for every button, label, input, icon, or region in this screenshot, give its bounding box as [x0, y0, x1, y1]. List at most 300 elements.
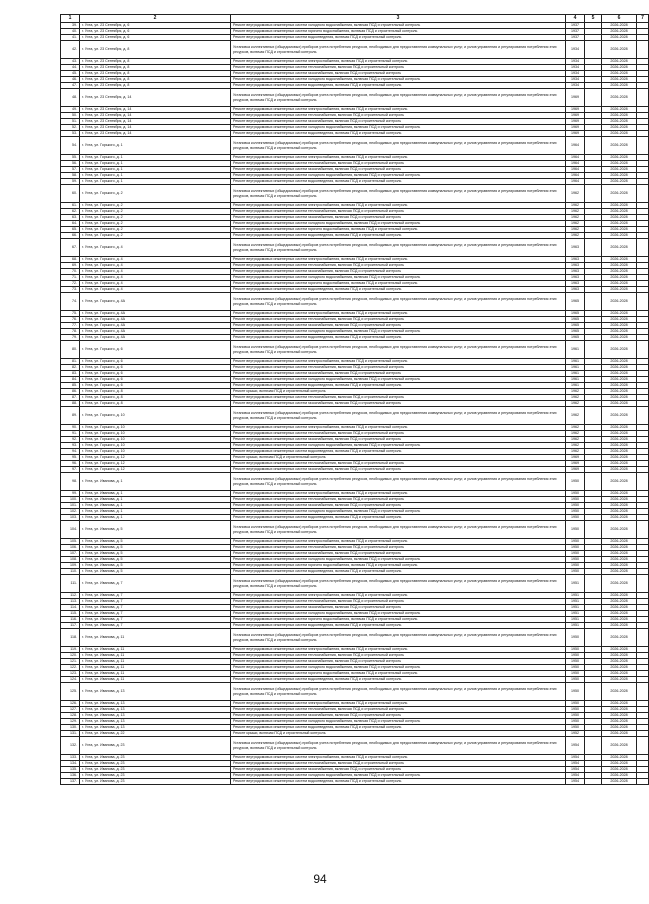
row-col-7 [637, 341, 649, 359]
row-number: 134. [61, 761, 80, 767]
row-year: 1950 [566, 725, 585, 731]
row-year: 1964 [566, 161, 585, 167]
row-work-type: Ремонт внутридомовых инженерных систем водоотведения, включая ПСД и строительный контроль [231, 725, 566, 731]
row-address: г. Ухта, ул. Горького, д. 2 [80, 215, 231, 221]
row-col-7 [637, 185, 649, 203]
row-number: 104. [61, 521, 80, 539]
row-work-type: Ремонт внутридомовых инженерных систем газоснабжения, включая ПСД и строительный контроль [231, 605, 566, 611]
row-period: 2026-2028 [602, 707, 637, 713]
row-number: 46. [61, 77, 80, 83]
row-work-type: Ремонт внутридомовых инженерных систем теплоснабжения, включая ПСД и строительный контроль [231, 431, 566, 437]
row-year: 1954 [566, 779, 585, 785]
row-year: 1969 [566, 455, 585, 461]
row-period: 2026-2028 [602, 341, 637, 359]
row-period: 2026-2028 [602, 263, 637, 269]
row-address: г. Ухта, ул. Горького, д. 4 [80, 257, 231, 263]
row-number: 100. [61, 497, 80, 503]
row-address: г. Ухта, ул. 23 Сентября, д. 14 [80, 89, 231, 107]
row-number: 62. [61, 209, 80, 215]
row-period: 2026-2028 [602, 659, 637, 665]
row-year: 1962 [566, 431, 585, 437]
row-period: 2026-2028 [602, 311, 637, 317]
row-number: 95. [61, 455, 80, 461]
row-address: г. Ухта, ул. Горького, д. 2 [80, 185, 231, 203]
row-work-type: Ремонт внутридомовых инженерных систем теплоснабжения, включая ПСД и строительный контроль [231, 209, 566, 215]
row-address: г. Ухта, ул. Горького, д. 6 [80, 359, 231, 365]
row-address: г. Ухта, ул. 23 Сентября, д. 8 [80, 41, 231, 59]
row-year: 1934 [566, 77, 585, 83]
row-work-type: Ремонт внутридомовых инженерных систем газоснабжения, включая ПСД и строительный контроль [231, 71, 566, 77]
row-period: 2026-2028 [602, 647, 637, 653]
row-period: 2026-2028 [602, 605, 637, 611]
row-number: 58. [61, 173, 80, 179]
row-work-type: Установка коллективных (общедомовых) приборов учета потребления ресурсов, необходимых для предоставления коммунальных услуг, и узлов управления и регулирования потребления этих ресурсов, включая ПСД и строительный контроль [231, 89, 566, 107]
row-work-type: Ремонт внутридомовых инженерных систем газоснабжения, включая ПСД и строительный контроль [231, 467, 566, 473]
row-work-type: Ремонт внутридомовых инженерных систем электроснабжения, включая ПСД и строительный контроль [231, 359, 566, 365]
col-4-header: 4 [566, 15, 585, 23]
row-year: 1962 [566, 209, 585, 215]
row-period: 2026-2028 [602, 281, 637, 287]
row-work-type: Ремонт внутридомовых инженерных систем холодного водоснабжения, включая ПСД и строительный контроль [231, 23, 566, 29]
row-year: 1934 [566, 59, 585, 65]
row-address: г. Ухта, ул. 23 Сентября, д. 8 [80, 83, 231, 89]
row-year: 1962 [566, 389, 585, 395]
row-year: 1951 [566, 593, 585, 599]
row-work-type: Ремонт крыши, включая ПСД и строительный контроль [231, 731, 566, 737]
row-year: 1954 [566, 737, 585, 755]
row-col-5 [585, 683, 602, 701]
row-number: 59. [61, 179, 80, 185]
row-number: 122. [61, 665, 80, 671]
row-address: г. Ухта, ул. Горького, д. 6 [80, 341, 231, 359]
row-number: 101. [61, 503, 80, 509]
row-work-type: Ремонт внутридомовых инженерных систем электроснабжения, включая ПСД и строительный контроль [231, 107, 566, 113]
row-period: 2026-2028 [602, 677, 637, 683]
row-address: г. Ухта, ул. Иванова, д. 23 [80, 779, 231, 785]
row-year: 1962 [566, 443, 585, 449]
row-number: 117. [61, 623, 80, 629]
row-year: 1969 [566, 131, 585, 137]
row-number: 39. [61, 23, 80, 29]
row-period: 2026-2028 [602, 437, 637, 443]
row-work-type: Ремонт внутридомовых инженерных систем газоснабжения, включая ПСД и строительный контроль [231, 551, 566, 557]
row-work-type: Ремонт внутридомовых инженерных систем теплоснабжения, включая ПСД и строительный контроль [231, 317, 566, 323]
row-number: 40. [61, 29, 80, 35]
row-year: 1962 [566, 401, 585, 407]
col-6-header: 6 [602, 15, 637, 23]
row-period: 2026-2028 [602, 257, 637, 263]
row-work-type: Ремонт внутридомовых инженерных систем газоснабжения, включая ПСД и строительный контроль [231, 215, 566, 221]
row-number: 106. [61, 545, 80, 551]
row-year: 1951 [566, 605, 585, 611]
row-number: 89. [61, 407, 80, 425]
row-address: г. Ухта, ул. Иванова, д. 7 [80, 575, 231, 593]
row-number: 51. [61, 119, 80, 125]
row-address: г. Ухта, ул. Иванова, д. 13 [80, 683, 231, 701]
col-2-header: 2 [80, 15, 231, 23]
row-address: г. Ухта, ул. Горького, д. 12 [80, 455, 231, 461]
row-number: 131. [61, 731, 80, 737]
row-address: г. Ухта, ул. Горького, д. 10 [80, 449, 231, 455]
row-period: 2026-2028 [602, 377, 637, 383]
row-address: г. Ухта, ул. Горького, д. 6 [80, 377, 231, 383]
row-year: 1962 [566, 215, 585, 221]
row-number: 52. [61, 125, 80, 131]
row-year: 1963 [566, 269, 585, 275]
row-number: 44. [61, 65, 80, 71]
row-address: г. Ухта, ул. Иванова, д. 7 [80, 593, 231, 599]
row-period: 2026-2028 [602, 503, 637, 509]
row-col-7 [637, 239, 649, 257]
row-number: 133. [61, 755, 80, 761]
row-year: 1962 [566, 407, 585, 425]
row-year: 1950 [566, 569, 585, 575]
row-number: 128. [61, 713, 80, 719]
row-address: г. Ухта, ул. Горького, д. 10 [80, 443, 231, 449]
row-address: г. Ухта, ул. Горького, д. 4А [80, 329, 231, 335]
row-number: 103. [61, 515, 80, 521]
row-work-type: Ремонт внутридомовых инженерных систем водоотведения, включая ПСД и строительный контроль [231, 779, 566, 785]
row-period: 2026-2028 [602, 233, 637, 239]
row-address: г. Ухта, ул. Иванова, д. 1 [80, 515, 231, 521]
row-work-type: Ремонт внутридомовых инженерных систем водоотведения, включая ПСД и строительный контроль [231, 515, 566, 521]
row-number: 118. [61, 629, 80, 647]
row-address: г. Ухта, ул. Горького, д. 1 [80, 173, 231, 179]
row-work-type: Ремонт внутридомовых инженерных систем теплоснабжения, включая ПСД и строительный контроль [231, 707, 566, 713]
row-address: г. Ухта, ул. Иванова, д. 13 [80, 707, 231, 713]
row-year: 1962 [566, 227, 585, 233]
row-work-type: Ремонт внутридомовых инженерных систем горячего водоснабжения, включая ПСД и строительный контроль [231, 617, 566, 623]
table-row [61, 629, 649, 647]
col-5-header: 5 [585, 15, 602, 23]
row-number: 82. [61, 365, 80, 371]
row-address: г. Ухта, ул. Горького, д. 4А [80, 293, 231, 311]
row-number: 73. [61, 287, 80, 293]
row-period: 2026-2028 [602, 23, 637, 29]
row-number: 102. [61, 509, 80, 515]
row-address: г. Ухта, ул. Иванова, д. 11 [80, 653, 231, 659]
row-work-type: Ремонт внутридомовых инженерных систем теплоснабжения, включая ПСД и строительный контроль [231, 599, 566, 605]
row-year: 1964 [566, 179, 585, 185]
row-address: г. Ухта, ул. Иванова, д. 23 [80, 773, 231, 779]
row-year: 1950 [566, 545, 585, 551]
row-period: 2026-2028 [602, 461, 637, 467]
row-work-type: Ремонт внутридомовых инженерных систем холодного водоснабжения, включая ПСД и строительный контроль [231, 443, 566, 449]
row-work-type: Ремонт внутридомовых инженерных систем холодного водоснабжения, включая ПСД и строительный контроль [231, 773, 566, 779]
row-work-type: Ремонт внутридомовых инженерных систем теплоснабжения, включая ПСД и строительный контроль [231, 263, 566, 269]
row-address: г. Ухта, ул. Иванова, д. 11 [80, 659, 231, 665]
row-address: г. Ухта, ул. Горького, д. 6 [80, 365, 231, 371]
row-work-type: Ремонт внутридомовых инженерных систем холодного водоснабжения, включая ПСД и строительный контроль [231, 77, 566, 83]
row-year: 1961 [566, 359, 585, 365]
row-period: 2026-2028 [602, 761, 637, 767]
row-address: г. Ухта, ул. Горького, д. 8 [80, 401, 231, 407]
row-number: 47. [61, 83, 80, 89]
row-period: 2026-2028 [602, 773, 637, 779]
row-year: 1950 [566, 509, 585, 515]
row-year: 1965 [566, 311, 585, 317]
row-number: 136. [61, 773, 80, 779]
row-work-type: Ремонт внутридомовых инженерных систем водоотведения, включая ПСД и строительный контроль [231, 287, 566, 293]
row-address: г. Ухта, ул. 23 Сентября, д. 8 [80, 65, 231, 71]
row-number: 50. [61, 113, 80, 119]
row-number: 87. [61, 395, 80, 401]
row-year: 1963 [566, 257, 585, 263]
row-address: г. Ухта, ул. Горького, д. 12 [80, 467, 231, 473]
row-number: 48. [61, 89, 80, 107]
row-address: г. Ухта, ул. Горького, д. 2 [80, 227, 231, 233]
row-period: 2026-2028 [602, 719, 637, 725]
row-number: 132. [61, 737, 80, 755]
row-period: 2026-2028 [602, 221, 637, 227]
row-address: г. Ухта, ул. 23 Сентября, д. 8 [80, 77, 231, 83]
row-period: 2026-2028 [602, 215, 637, 221]
row-work-type: Ремонт внутридомовых инженерных систем водоотведения, включая ПСД и строительный контроль [231, 335, 566, 341]
row-year: 1969 [566, 125, 585, 131]
row-work-type: Ремонт внутридомовых инженерных систем водоотведения, включая ПСД и строительный контроль [231, 233, 566, 239]
row-year: 1962 [566, 437, 585, 443]
row-work-type: Ремонт внутридомовых инженерных систем горячего водоснабжения, включая ПСД и строительный контроль [231, 227, 566, 233]
row-period: 2026-2028 [602, 425, 637, 431]
row-year: 1951 [566, 623, 585, 629]
row-number: 116. [61, 617, 80, 623]
row-work-type: Ремонт внутридомовых инженерных систем водоотведения, включая ПСД и строительный контроль [231, 131, 566, 137]
row-address: г. Ухта, ул. Горького, д. 4 [80, 263, 231, 269]
row-work-type: Ремонт внутридомовых инженерных систем холодного водоснабжения, включая ПСД и строительный контроль [231, 125, 566, 131]
row-year: 1950 [566, 563, 585, 569]
row-work-type: Установка коллективных (общедомовых) приборов учета потребления ресурсов, необходимых для предоставления коммунальных услуг, и узлов управления и регулирования потребления этих ресурсов, включая ПСД и строительный контроль [231, 575, 566, 593]
row-address: г. Ухта, ул. Иванова, д. 11 [80, 647, 231, 653]
row-work-type: Ремонт внутридомовых инженерных систем теплоснабжения, включая ПСД и строительный контроль [231, 65, 566, 71]
row-period: 2026-2028 [602, 665, 637, 671]
row-work-type: Ремонт внутридомовых инженерных систем электроснабжения, включая ПСД и строительный контроль [231, 647, 566, 653]
row-period: 2026-2028 [602, 623, 637, 629]
row-work-type: Ремонт внутридомовых инженерных систем теплоснабжения, включая ПСД и строительный контроль [231, 545, 566, 551]
row-address: г. Ухта, ул. Горького, д. 2 [80, 203, 231, 209]
row-year: 1951 [566, 599, 585, 605]
row-year: 1950 [566, 653, 585, 659]
row-period: 2026-2028 [602, 779, 637, 785]
row-number: 120. [61, 653, 80, 659]
row-address: г. Ухта, ул. Горького, д. 4А [80, 335, 231, 341]
row-number: 60. [61, 185, 80, 203]
row-year: 1969 [566, 113, 585, 119]
row-work-type: Ремонт внутридомовых инженерных систем теплоснабжения, включая ПСД и строительный контроль [231, 365, 566, 371]
row-work-type: Ремонт внутридомовых инженерных систем газоснабжения, включая ПСД и строительный контроль [231, 401, 566, 407]
row-address: г. Ухта, ул. Горького, д. 4 [80, 287, 231, 293]
row-number: 56. [61, 161, 80, 167]
row-year: 1950 [566, 503, 585, 509]
row-period: 2026-2028 [602, 167, 637, 173]
row-address: г. Ухта, ул. Горького, д. 4 [80, 269, 231, 275]
row-number: 74. [61, 293, 80, 311]
row-period: 2026-2028 [602, 371, 637, 377]
row-period: 2026-2028 [602, 443, 637, 449]
row-work-type: Установка коллективных (общедомовых) приборов учета потребления ресурсов, необходимых для предоставления коммунальных услуг, и узлов управления и регулирования потребления этих ресурсов, включая ПСД и строительный контроль [231, 521, 566, 539]
row-address: г. Ухта, ул. Горького, д. 1 [80, 137, 231, 155]
row-period: 2026-2028 [602, 161, 637, 167]
row-work-type: Ремонт внутридомовых инженерных систем теплоснабжения, включая ПСД и строительный контроль [231, 395, 566, 401]
row-work-type: Ремонт внутридомовых инженерных систем горячего водоснабжения, включая ПСД и строительный контроль [231, 281, 566, 287]
row-number: 126. [61, 701, 80, 707]
row-year: 1969 [566, 107, 585, 113]
row-col-7 [637, 779, 649, 785]
row-period: 2026-2028 [602, 323, 637, 329]
row-year: 1961 [566, 371, 585, 377]
row-address: г. Ухта, ул. Иванова, д. 13 [80, 725, 231, 731]
row-address: г. Ухта, ул. 23 Сентября, д. 14 [80, 107, 231, 113]
row-work-type: Ремонт внутридомовых инженерных систем газоснабжения, включая ПСД и строительный контроль [231, 767, 566, 773]
row-address: г. Ухта, ул. Иванова, д. 7 [80, 599, 231, 605]
row-period: 2026-2028 [602, 767, 637, 773]
row-work-type: Ремонт внутридомовых инженерных систем холодного водоснабжения, включая ПСД и строительный контроль [231, 329, 566, 335]
row-period: 2026-2028 [602, 401, 637, 407]
row-number: 79. [61, 335, 80, 341]
row-period: 2026-2028 [602, 467, 637, 473]
row-period: 2026-2028 [602, 455, 637, 461]
row-number: 55. [61, 155, 80, 161]
row-period: 2026-2028 [602, 713, 637, 719]
row-work-type: Ремонт внутридомовых инженерных систем водоотведения, включая ПСД и строительный контроль [231, 449, 566, 455]
row-year: 1954 [566, 755, 585, 761]
row-work-type: Ремонт внутридомовых инженерных систем электроснабжения, включая ПСД и строительный контроль [231, 59, 566, 65]
row-address: г. Ухта, ул. Иванова, д. 11 [80, 677, 231, 683]
row-address: г. Ухта, ул. 23 Сентября, д. 6 [80, 29, 231, 35]
row-work-type: Ремонт внутридомовых инженерных систем теплоснабжения, включая ПСД и строительный контроль [231, 461, 566, 467]
row-period: 2026-2028 [602, 335, 637, 341]
row-col-5 [585, 239, 602, 257]
row-year: 1954 [566, 773, 585, 779]
row-period: 2026-2028 [602, 239, 637, 257]
row-period: 2026-2028 [602, 629, 637, 647]
row-work-type: Ремонт внутридомовых инженерных систем горячего водоснабжения, включая ПСД и строительный контроль [231, 29, 566, 35]
row-number: 78. [61, 329, 80, 335]
row-period: 2026-2028 [602, 113, 637, 119]
row-col-5 [585, 407, 602, 425]
row-year: 1950 [566, 557, 585, 563]
row-period: 2026-2028 [602, 293, 637, 311]
row-number: 75. [61, 311, 80, 317]
row-work-type: Установка коллективных (общедомовых) приборов учета потребления ресурсов, необходимых для предоставления коммунальных услуг, и узлов управления и регулирования потребления этих ресурсов, включая ПСД и строительный контроль [231, 341, 566, 359]
row-work-type: Ремонт внутридомовых инженерных систем холодного водоснабжения, включая ПСД и строительный контроль [231, 173, 566, 179]
row-address: г. Ухта, ул. Горького, д. 1 [80, 179, 231, 185]
row-number: 110. [61, 569, 80, 575]
row-year: 1950 [566, 671, 585, 677]
row-work-type: Ремонт крыши, включая ПСД и строительный контроль [231, 455, 566, 461]
row-period: 2026-2028 [602, 275, 637, 281]
row-year: 1950 [566, 707, 585, 713]
row-year: 1961 [566, 365, 585, 371]
row-number: 112. [61, 593, 80, 599]
row-year: 1965 [566, 329, 585, 335]
row-address: г. Ухта, ул. Иванова, д. 13 [80, 713, 231, 719]
row-year: 1950 [566, 647, 585, 653]
row-col-5 [585, 41, 602, 59]
row-number: 98. [61, 473, 80, 491]
row-period: 2026-2028 [602, 89, 637, 107]
row-address: г. Ухта, ул. Горького, д. 2 [80, 233, 231, 239]
row-work-type: Ремонт внутридомовых инженерных систем электроснабжения, включая ПСД и строительный контроль [231, 311, 566, 317]
row-period: 2026-2028 [602, 683, 637, 701]
row-period: 2026-2028 [602, 359, 637, 365]
row-address: г. Ухта, ул. Иванова, д. 1 [80, 473, 231, 491]
row-work-type: Ремонт внутридомовых инженерных систем холодного водоснабжения, включая ПСД и строительный контроль [231, 611, 566, 617]
row-period: 2026-2028 [602, 725, 637, 731]
row-number: 105. [61, 539, 80, 545]
row-period: 2026-2028 [602, 521, 637, 539]
row-period: 2026-2028 [602, 407, 637, 425]
row-number: 92. [61, 437, 80, 443]
row-period: 2026-2028 [602, 365, 637, 371]
row-period: 2026-2028 [602, 269, 637, 275]
table-row [61, 341, 649, 359]
row-work-type: Установка коллективных (общедомовых) приборов учета потребления ресурсов, необходимых для предоставления коммунальных услуг, и узлов управления и регулирования потребления этих ресурсов, включая ПСД и строительный контроль [231, 683, 566, 701]
row-year: 1951 [566, 617, 585, 623]
row-period: 2026-2028 [602, 395, 637, 401]
row-address: г. Ухта, ул. 23 Сентября, д. 14 [80, 125, 231, 131]
row-address: г. Ухта, ул. Горького, д. 4А [80, 323, 231, 329]
row-year: 1965 [566, 317, 585, 323]
row-col-5 [585, 521, 602, 539]
row-work-type: Ремонт внутридомовых инженерных систем газоснабжения, включая ПСД и строительный контроль [231, 167, 566, 173]
row-year: 1950 [566, 701, 585, 707]
table-row [61, 473, 649, 491]
row-work-type: Ремонт внутридомовых инженерных систем газоснабжения, включая ПСД и строительный контроль [231, 437, 566, 443]
row-col-5 [585, 185, 602, 203]
row-number: 70. [61, 269, 80, 275]
row-work-type: Ремонт внутридомовых инженерных систем электроснабжения, включая ПСД и строительный контроль [231, 593, 566, 599]
row-period: 2026-2028 [602, 539, 637, 545]
row-year: 1950 [566, 551, 585, 557]
table-row [61, 575, 649, 593]
row-work-type: Установка коллективных (общедомовых) приборов учета потребления ресурсов, необходимых для предоставления коммунальных услуг, и узлов управления и регулирования потребления этих ресурсов, включая ПСД и строительный контроль [231, 407, 566, 425]
row-number: 77. [61, 323, 80, 329]
row-year: 1969 [566, 119, 585, 125]
row-number: 41. [61, 35, 80, 41]
row-year: 1950 [566, 629, 585, 647]
row-address: г. Ухта, ул. Горького, д. 10 [80, 437, 231, 443]
row-work-type: Ремонт внутридомовых инженерных систем холодного водоснабжения, включая ПСД и строительный контроль [231, 509, 566, 515]
row-address: г. Ухта, ул. Иванова, д. 23 [80, 737, 231, 755]
works-table [60, 14, 649, 785]
row-number: 69. [61, 263, 80, 269]
row-work-type: Ремонт внутридомовых инженерных систем газоснабжения, включая ПСД и строительный контроль [231, 269, 566, 275]
row-period: 2026-2028 [602, 515, 637, 521]
row-period: 2026-2028 [602, 125, 637, 131]
row-year: 1961 [566, 377, 585, 383]
row-col-5 [585, 629, 602, 647]
row-number: 49. [61, 107, 80, 113]
row-number: 43. [61, 59, 80, 65]
row-work-type: Ремонт внутридомовых инженерных систем холодного водоснабжения, включая ПСД и строительный контроль [231, 665, 566, 671]
row-address: г. Ухта, ул. Горького, д. 6 [80, 383, 231, 389]
row-col-5 [585, 575, 602, 593]
row-period: 2026-2028 [602, 617, 637, 623]
row-address: г. Ухта, ул. 23 Сентября, д. 8 [80, 59, 231, 65]
row-work-type: Ремонт внутридомовых инженерных систем теплоснабжения, включая ПСД и строительный контроль [231, 113, 566, 119]
row-number: 91. [61, 431, 80, 437]
table-row [61, 521, 649, 539]
row-work-type: Ремонт внутридомовых инженерных систем электроснабжения, включая ПСД и строительный контроль [231, 155, 566, 161]
row-number: 127. [61, 707, 80, 713]
row-address: г. Ухта, ул. Иванова, д. 1 [80, 497, 231, 503]
col-1-header: 1 [61, 15, 80, 23]
table-row [61, 683, 649, 701]
row-col-7 [637, 737, 649, 755]
row-number: 54. [61, 137, 80, 155]
row-year: 1937 [566, 23, 585, 29]
row-number: 115. [61, 611, 80, 617]
